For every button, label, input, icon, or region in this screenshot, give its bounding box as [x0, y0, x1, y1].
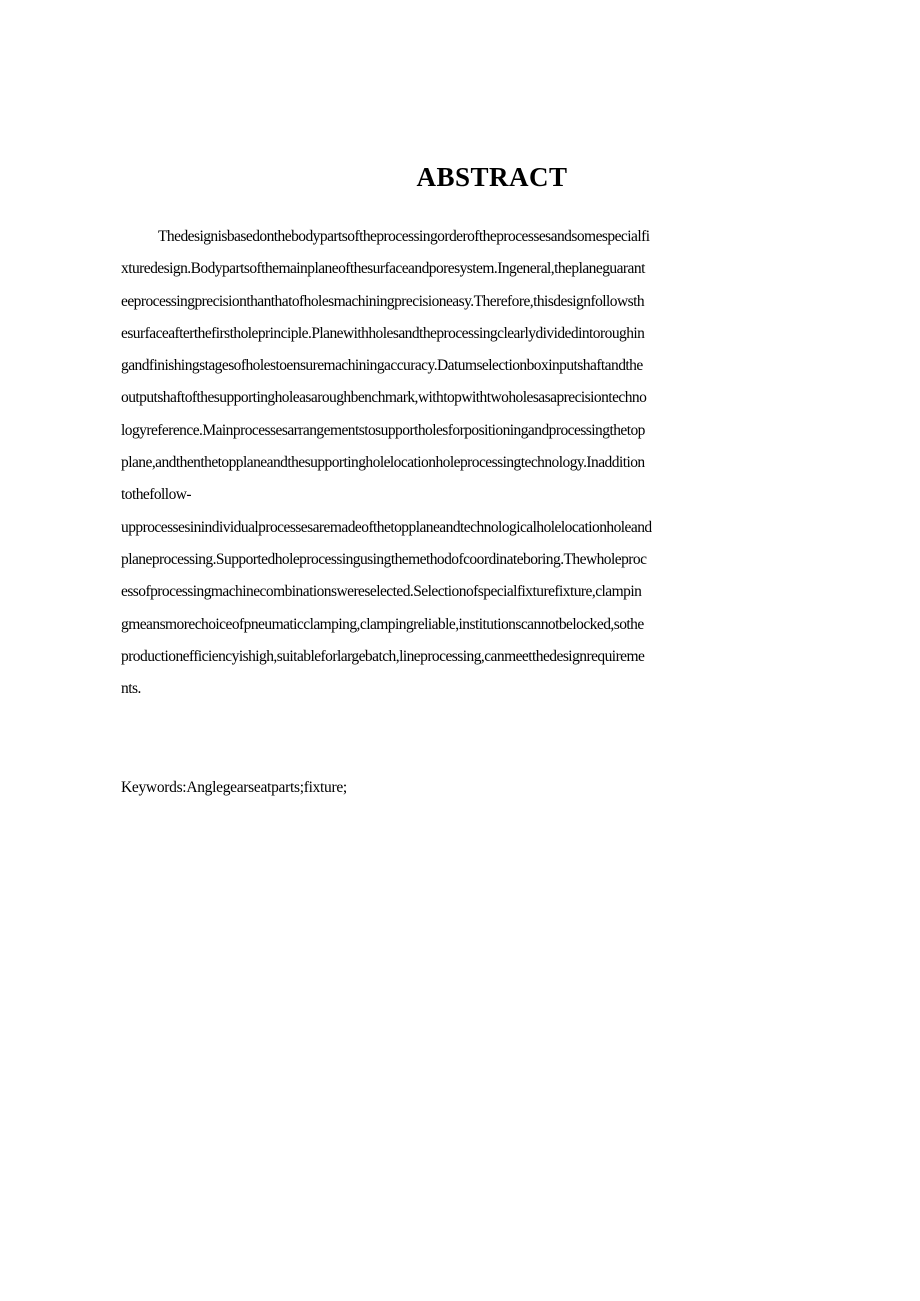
abstract-line: planeprocessing.Supportedholeprocessingusingthemethodofcoordinateboring.Thewholeproc [121, 550, 647, 568]
abstract-line: xturedesign.Bodypartsofthemainplaneofthesurfaceandporesystem.Ingeneral,theplaneguarant [121, 260, 645, 278]
abstract-line: gandfinishingstagesofholestoensuremachiningaccuracy.Datumselectionboxinputshaftandthe [121, 357, 643, 375]
abstract-line: outputshaftofthesupportingholeasaroughbenchmark,withtopwithtwoholesasaprecisiontechno [121, 389, 647, 407]
abstract-line: Thedesignisbasedonthebodypartsoftheprocessingorderoftheprocessesandsomespecialfi [158, 228, 650, 245]
abstract-title: ABSTRACT [416, 162, 568, 192]
abstract-line: essofprocessingmachinecombinationswereselected.Selectionofspecialfixturefixture,clampin [121, 583, 642, 601]
abstract-line: productionefficiencyishigh,suitableforlargebatch,lineprocessing,canmeetthedesignrequireme [121, 647, 645, 665]
keywords-line: Keywords:Anglegearseatparts;fixture; [121, 779, 347, 796]
abstract-line: tothefollow- [121, 486, 192, 504]
abstract-line: plane,andthenthetopplaneandthesupportingholelocationholeprocessingtechnology.Inaddition [121, 454, 645, 472]
abstract-line: upprocessesinindividualprocessesaremadeofthetopplaneandtechnologicalholelocationholeand [121, 518, 652, 536]
abstract-paragraph [121, 221, 805, 705]
abstract-line: logyreference.Mainprocessesarrangementstosupportholesforpositioningandprocessingthetop [121, 421, 645, 439]
abstract-line: esurfaceafterthefirstholeprinciple.Planewithholesandtheprocessingclearlydividedintoroughin [121, 324, 645, 342]
abstract-line: eeprocessingprecisionthanthatofholesmachiningprecisioneasy.Therefore,thisdesignfollowsth [121, 292, 645, 310]
abstract-line: nts. [121, 680, 141, 698]
abstract-line: gmeansmorechoiceofpneumaticclamping,clampingreliable,institutionscannotbelocked,sothe [121, 615, 644, 633]
